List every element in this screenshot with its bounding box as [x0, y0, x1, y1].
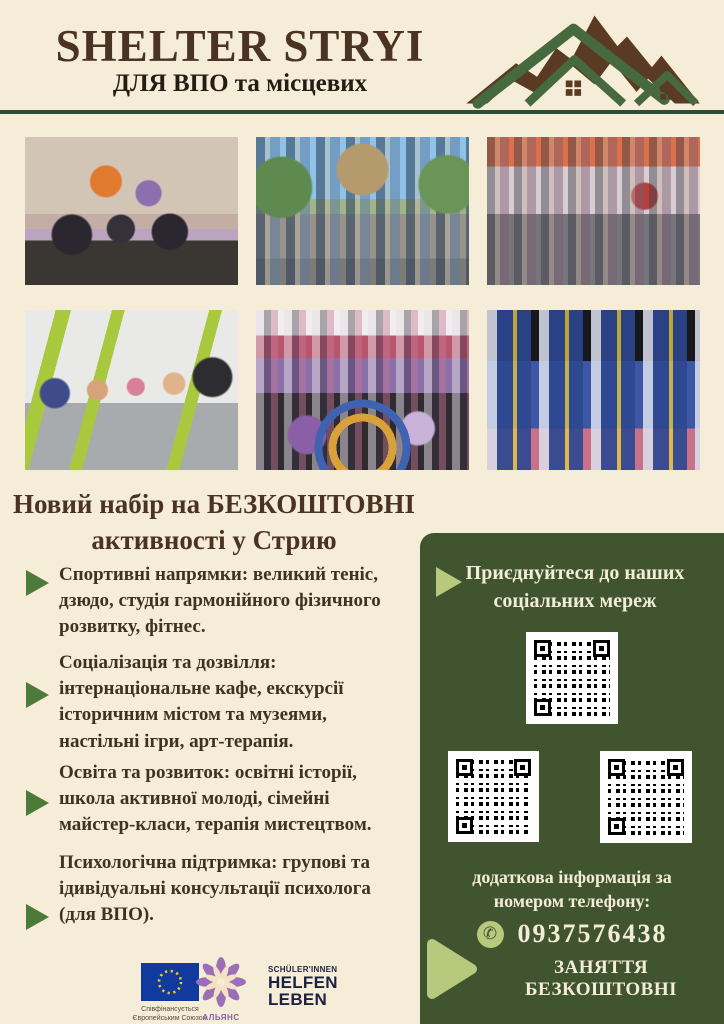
list-item-text: Освіта та розвиток: освітні історії, школа активної молоді, сімейні майстер-класи, терапія мистецтвом. — [59, 762, 372, 836]
qr-code-social-1 — [526, 632, 618, 724]
photo-workshop — [25, 137, 238, 285]
eu-caption-line-2: Європейським Союзом — [132, 1015, 208, 1023]
shl-line-3: LEBEN — [268, 990, 328, 1009]
qr-pattern — [608, 759, 684, 835]
qr-pattern — [456, 759, 531, 834]
shl-line-1: SCHÜLER'INNEN — [268, 965, 338, 974]
qr-finder-icon — [593, 640, 610, 657]
list-item-psychology — [26, 850, 398, 930]
free-classes-badge: ЗАНЯТТЯ БЕЗКОШТОВНІ — [525, 957, 677, 1000]
shl-logo — [268, 966, 338, 1008]
list-item-text: Психологічна підтримка: групові та ідивідуальні консультації психолога (для ВПО). — [59, 852, 371, 926]
contact-panel — [420, 533, 724, 1024]
play-triangle-icon — [26, 904, 49, 930]
page-subtitle: ДЛЯ ВПО та місцевих — [112, 70, 368, 97]
photo-excursion-group — [256, 137, 469, 285]
mountain-houses-logo-icon — [448, 4, 718, 114]
list-item-text: Спортивні напрямки: великий теніс, дзюдо, студія гармонійного фізичного розвитку, фітнес. — [59, 564, 381, 638]
qr-code-social-2 — [448, 751, 539, 842]
social-line-1: Приєднуйтеся до наших — [465, 562, 685, 584]
qr-finder-icon — [514, 759, 531, 776]
qr-finder-icon — [608, 818, 625, 835]
list-item-sport — [26, 562, 398, 641]
social-line-2: соціальних мереж — [493, 590, 657, 612]
eu-caption-line-1: Співфінансується — [141, 1006, 199, 1013]
list-item-education — [26, 760, 398, 839]
play-triangle-icon — [26, 570, 49, 596]
alliance-logo — [190, 956, 252, 1022]
qr-code-social-3 — [600, 751, 692, 843]
qr-finder-icon — [608, 759, 625, 776]
phone-number: 0937576438 — [517, 919, 668, 948]
play-triangle-icon — [426, 936, 480, 1002]
alliance-label: АЛЬЯНС — [202, 1013, 240, 1022]
page-title: SHELTER STRYI — [55, 21, 425, 71]
info-line-2: номером телефону: — [493, 891, 651, 912]
qr-pattern — [534, 640, 610, 716]
phone-icon: ✆ — [477, 921, 504, 948]
play-triangle-icon — [26, 790, 49, 816]
section-heading — [8, 486, 420, 559]
header-divider — [0, 110, 724, 114]
flower-icon — [195, 956, 247, 1008]
heading-line-2: активності у Стрию — [91, 525, 337, 556]
info-line-1: додаткова інформація за — [472, 867, 672, 887]
shl-line-2: HELFEN — [268, 973, 338, 992]
list-item-text: Соціалізація та дозвілля: інтернаціональне кафе, екскурсії історичним містом та музеями, настільні ігри, арт-терапія. — [59, 652, 344, 752]
heading-line-1: Новий набір на БЕЗКОШТОВНІ — [12, 489, 416, 519]
qr-finder-icon — [456, 817, 473, 834]
photo-judo-class — [487, 310, 700, 470]
qr-finder-icon — [534, 640, 551, 657]
photo-holiday-hall — [487, 137, 700, 285]
qr-finder-icon — [667, 759, 684, 776]
play-triangle-icon — [26, 682, 49, 708]
qr-finder-icon — [534, 699, 551, 716]
social-networks-label — [450, 559, 700, 615]
qr-finder-icon — [456, 759, 473, 776]
photo-fitness-studio — [256, 310, 469, 470]
phone-info-label — [440, 865, 704, 914]
photo-tennis-kids — [25, 310, 238, 470]
list-item-social — [26, 650, 398, 755]
